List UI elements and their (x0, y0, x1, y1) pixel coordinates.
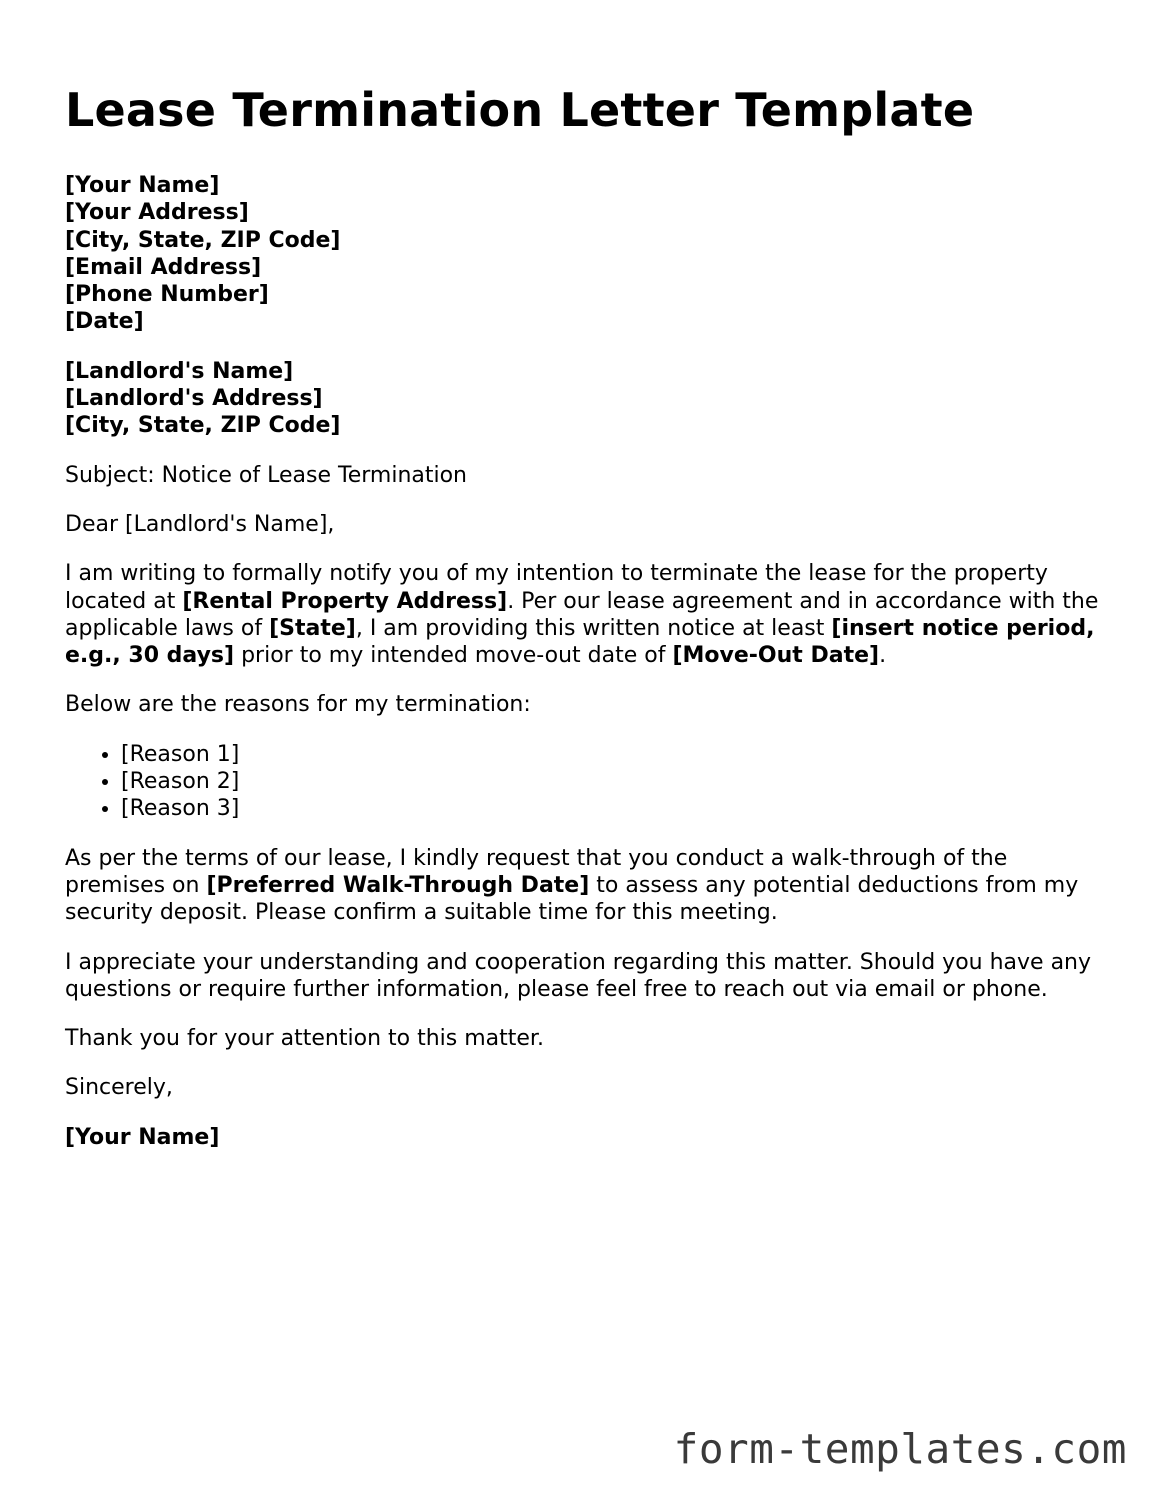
sign-off: Sincerely, (65, 1075, 173, 1101)
letter-date: [Date] (65, 309, 144, 335)
walkthrough-paragraph (65, 845, 1105, 927)
notice-text-2: . Per our lease agreement and in accordance with the applicable laws of (65, 588, 1099, 641)
walkthrough-date-placeholder: [Preferred Walk-Through Date] (206, 872, 590, 898)
walkthrough-text-1: As per the terms of our lease, I kindly request that you conduct a walk-through of the premises on (65, 845, 1008, 898)
notice-paragraph (65, 560, 1105, 669)
list-item: • [Reason 1] (121, 741, 1105, 768)
page-title: Lease Termination Letter Template (65, 83, 975, 137)
notice-text-4: prior to my intended move-out date of (234, 643, 673, 669)
reasons-intro: Below are the reasons for my termination: (65, 692, 531, 718)
state-placeholder: [State] (269, 615, 356, 641)
signature-name: [Your Name] (65, 1124, 220, 1150)
notice-text-3: , I am providing this written notice at least (355, 615, 832, 641)
walkthrough-text-2: to assess any potential deductions from my security deposit. Please confirm a suitable time for this meeting. (65, 872, 1079, 926)
closing-thanks: Thank you for your attention to this matter. (65, 1026, 544, 1052)
sender-name: [Your Name] (65, 173, 220, 198)
sender-phone: [Phone Number] (65, 282, 269, 308)
list-item: • [Reason 3] (121, 795, 1105, 822)
watermark-logo: form-templates.com (673, 1425, 1127, 1473)
sender-email: [Email Address] (65, 254, 262, 280)
move-out-date-placeholder: [Move-Out Date] (672, 643, 880, 669)
notice-period-placeholder: [insert notice period, e.g., 30 days] (65, 615, 1095, 669)
letter-page (65, 82, 1105, 1173)
subject-line: Subject: Notice of Lease Termination (65, 462, 468, 488)
reasons-list (65, 741, 1105, 823)
sender-address: [Your Address] (65, 200, 249, 226)
salutation: Dear [Landlord's Name], (65, 511, 335, 537)
sender-block (65, 172, 1105, 336)
recipient-city-state-zip: [City, State, ZIP Code] (65, 413, 341, 439)
list-item: • [Reason 2] (121, 768, 1105, 795)
rental-property-placeholder: [Rental Property Address] (182, 588, 508, 614)
recipient-address: [Landlord's Address] (65, 386, 323, 412)
appreciation-paragraph: I appreciate your understanding and cooperation regarding this matter. Should you have any questions or require further information, please feel free to reach out via email or phone. (65, 949, 1092, 1002)
sender-city-state-zip: [City, State, ZIP Code] (65, 227, 341, 253)
notice-text-5: . (879, 643, 887, 669)
notice-text-1: I am writing to formally notify you of my intention to terminate the lease for the property located at (65, 561, 1048, 614)
recipient-block (65, 358, 1105, 440)
recipient-name: [Landlord's Name] (65, 358, 294, 384)
